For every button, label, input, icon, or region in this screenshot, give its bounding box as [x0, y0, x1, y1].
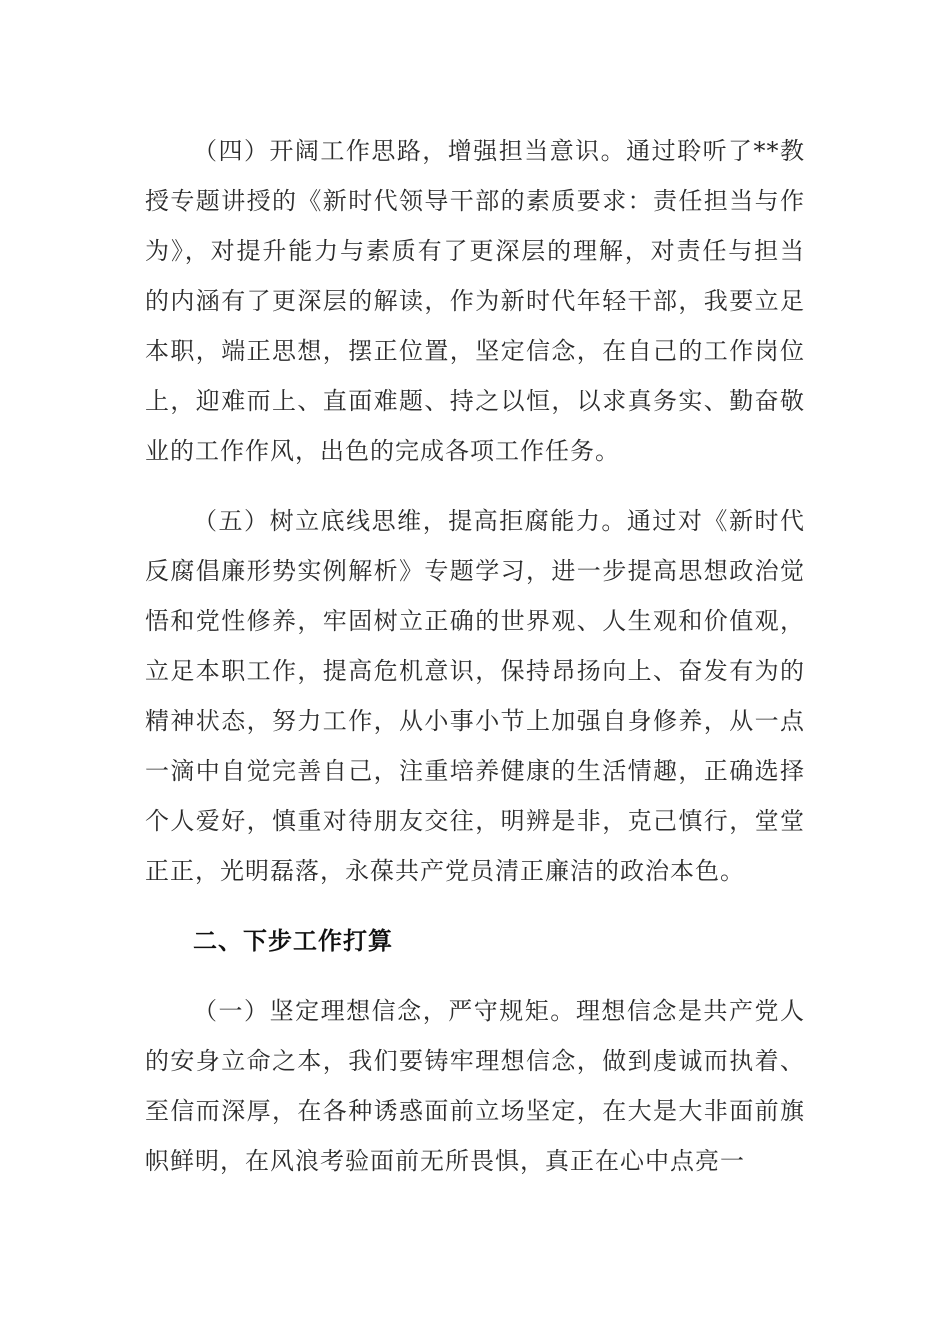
paragraph-four: （四）开阔工作思路，增强担当意识。通过聆听了**教授专题讲授的《新时代领导干部的素质要求：责任担当与作为》，对提升能力与素质有了更深层的理解，对责任与担当的内涵有了更深层的解读，作为新时代年轻干部，我要立足本职，端正思想，摆正位置，坚定信念，在自己的工作岗位上，迎难而上、直面难题、持之以恒，以求真务实、勤奋敬业的工作作风，出色的完成各项工作任务。 [145, 137, 805, 465]
document-body [145, 126, 805, 1206]
paragraph-five: （五）树立底线思维，提高拒腐能力。通过对《新时代反腐倡廉形势实例解析》专题学习，进一步提高思想政治觉悟和党性修养，牢固树立正确的世界观、人生观和价值观，立足本职工作，提高危机意识，保持昂扬向上、奋发有为的精神状态，努力工作，从小事小节上加强自身修养，从一点一滴中自觉完善自己，注重培养健康的生活情趣，正确选择个人爱好，慎重对待朋友交往，明辨是非，克己慎行，堂堂正正，光明磊落，永葆共产党员清正廉洁的政治本色。 [145, 507, 805, 885]
paragraph-one: （一）坚定理想信念，严守规矩。理想信念是共产党人的安身立命之本，我们要铸牢理想信念，做到虔诚而执着、至信而深厚，在各种诱惑面前立场坚定，在大是大非面前旗帜鲜明，在风浪考验面前无所畏惧，真正在心中点亮一 [145, 997, 805, 1175]
section-heading-next-steps: 二、下步工作打算 [193, 927, 393, 955]
